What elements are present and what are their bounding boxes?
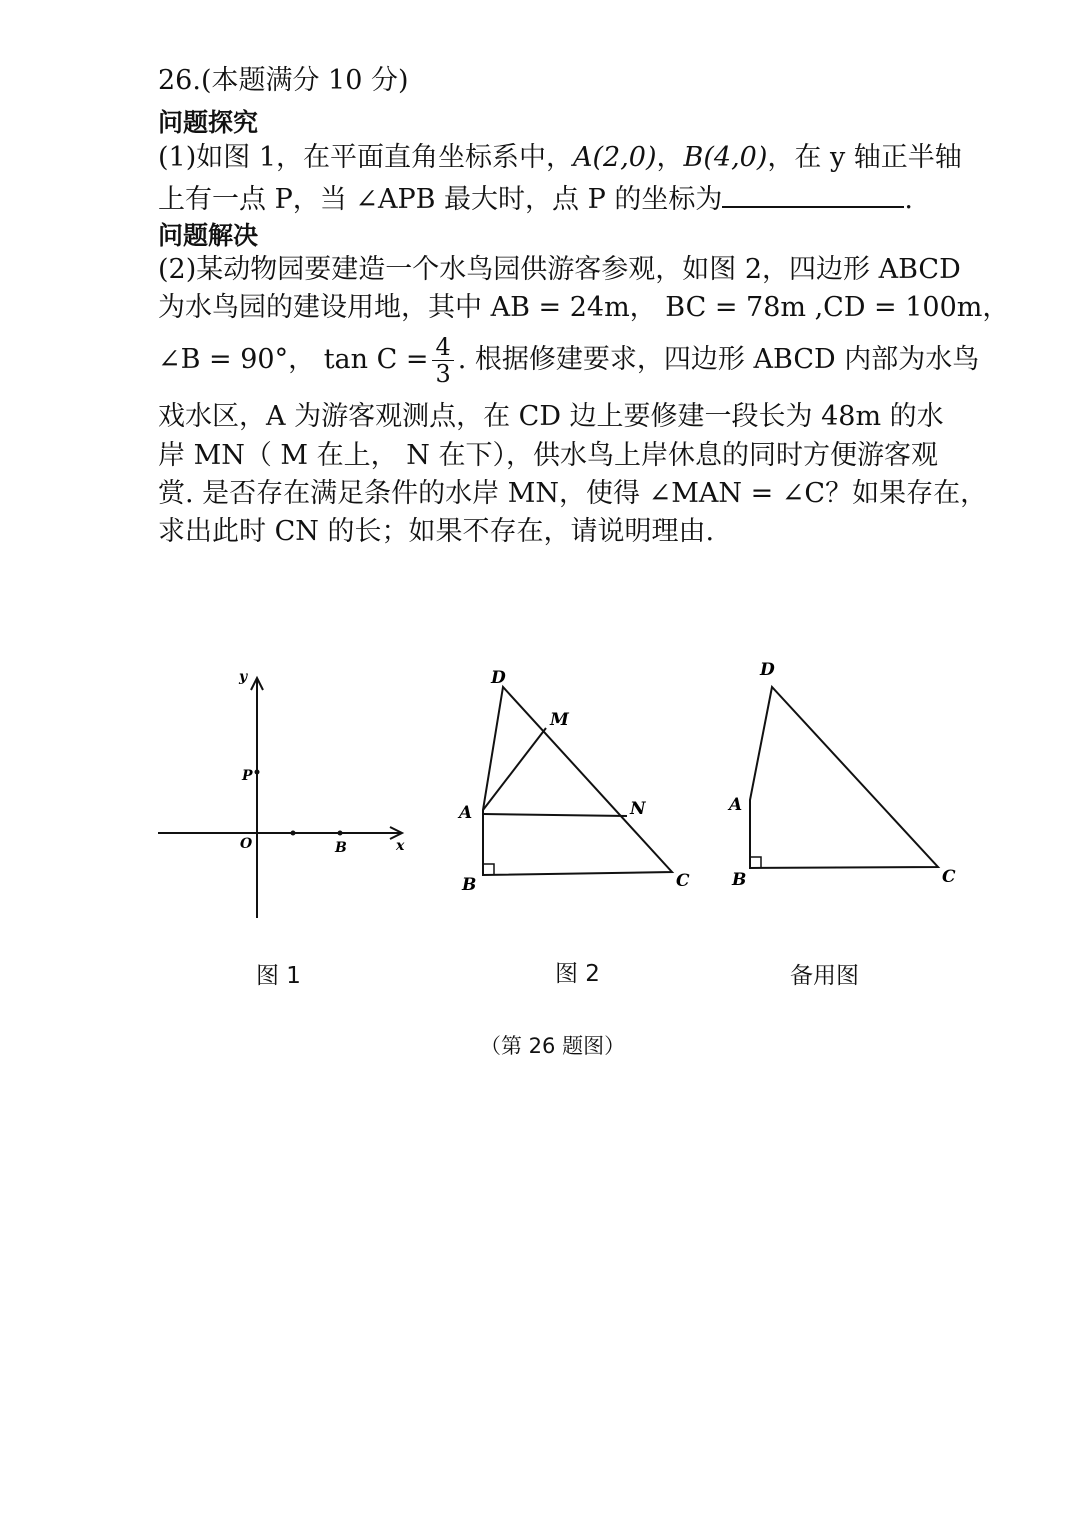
figure-group-caption: （第 26 题图）: [480, 1034, 626, 1058]
part2-line1: (2)某动物园要建造一个水鸟园供游客参观，如图 2，四边形 ABCD: [158, 254, 961, 285]
right-angle-mark: [750, 857, 761, 868]
caption-figure-2: 图 2: [555, 961, 600, 987]
part1-question: 上有一点 P，当 ∠APB 最大时，点 P 的坐标为: [158, 184, 723, 215]
label-n: N: [630, 799, 646, 819]
segment-am: [483, 728, 546, 810]
part2-line5: 岸 MN（ M 在上， N 在下），供水鸟上岸休息的同时方便游客观: [158, 440, 938, 471]
label-a: A: [459, 803, 473, 823]
part2-line6: 赏. 是否存在满足条件的水岸 MN，使得 ∠MAN = ∠C？如果存在，: [158, 478, 988, 509]
label-b: B: [335, 840, 347, 856]
period: .: [904, 184, 913, 215]
figure-3-spare: [720, 650, 980, 900]
part1-line1: [158, 141, 962, 175]
label-b: B: [732, 870, 747, 890]
section-heading-solve: 问题解决: [158, 221, 259, 250]
label-a: A: [729, 795, 743, 815]
point-p: [255, 770, 260, 775]
part2-line3: [158, 330, 979, 390]
figure-2-quadrilateral: [450, 650, 710, 900]
label-x: x: [396, 838, 405, 854]
label-c: C: [676, 871, 690, 891]
part1-line2: [158, 182, 913, 217]
label-c: C: [942, 867, 956, 887]
quadrilateral-abcd: [483, 687, 672, 875]
answer-blank[interactable]: [722, 182, 904, 208]
label-d: D: [760, 660, 775, 680]
tan-expression: ∠B = 90°， tan C =: [158, 344, 429, 375]
part1-text-post: ，在 y 轴正半轴: [767, 142, 962, 173]
fraction-denominator: 3: [435, 360, 451, 388]
question-title: 26.(本题满分 10 分): [158, 65, 409, 96]
fraction-four-thirds: [432, 334, 453, 387]
part2-line2: 为水鸟园的建设用地，其中 AB = 24m， BC = 78m ,CD = 100m，: [158, 292, 1010, 323]
point-a-coord: A(2,0): [573, 142, 657, 173]
right-angle-mark: [483, 864, 494, 875]
point-a-dot: [291, 831, 296, 836]
point-b-dot: [338, 831, 343, 836]
caption-figure-1: 图 1: [256, 963, 301, 989]
caption-spare-figure: 备用图: [790, 963, 859, 989]
label-b: B: [462, 875, 477, 895]
figure-1-coordinate-plane: [150, 650, 420, 930]
segment-an: [483, 814, 627, 816]
part2-line3-post: . 根据修建要求，四边形 ABCD 内部为水鸟: [457, 344, 980, 375]
label-m: M: [550, 710, 569, 730]
part2-line4: 戏水区，A 为游客观测点，在 CD 边上要修建一段长为 48m 的水: [158, 401, 944, 432]
quadrilateral-abcd: [750, 687, 938, 868]
part2-line7: 求出此时 CN 的长；如果不存在，请说明理由.: [158, 516, 715, 547]
label-p: P: [242, 768, 253, 784]
label-o: O: [240, 836, 253, 852]
label-y: y: [239, 669, 248, 685]
comma: ，: [656, 142, 684, 173]
point-b-coord: B(4,0): [683, 142, 768, 173]
section-heading-explore: 问题探究: [158, 108, 259, 137]
label-d: D: [491, 668, 506, 688]
fraction-numerator: 4: [432, 334, 453, 361]
part1-text-pre: (1)如图 1，在平面直角坐标系中，: [158, 142, 574, 173]
